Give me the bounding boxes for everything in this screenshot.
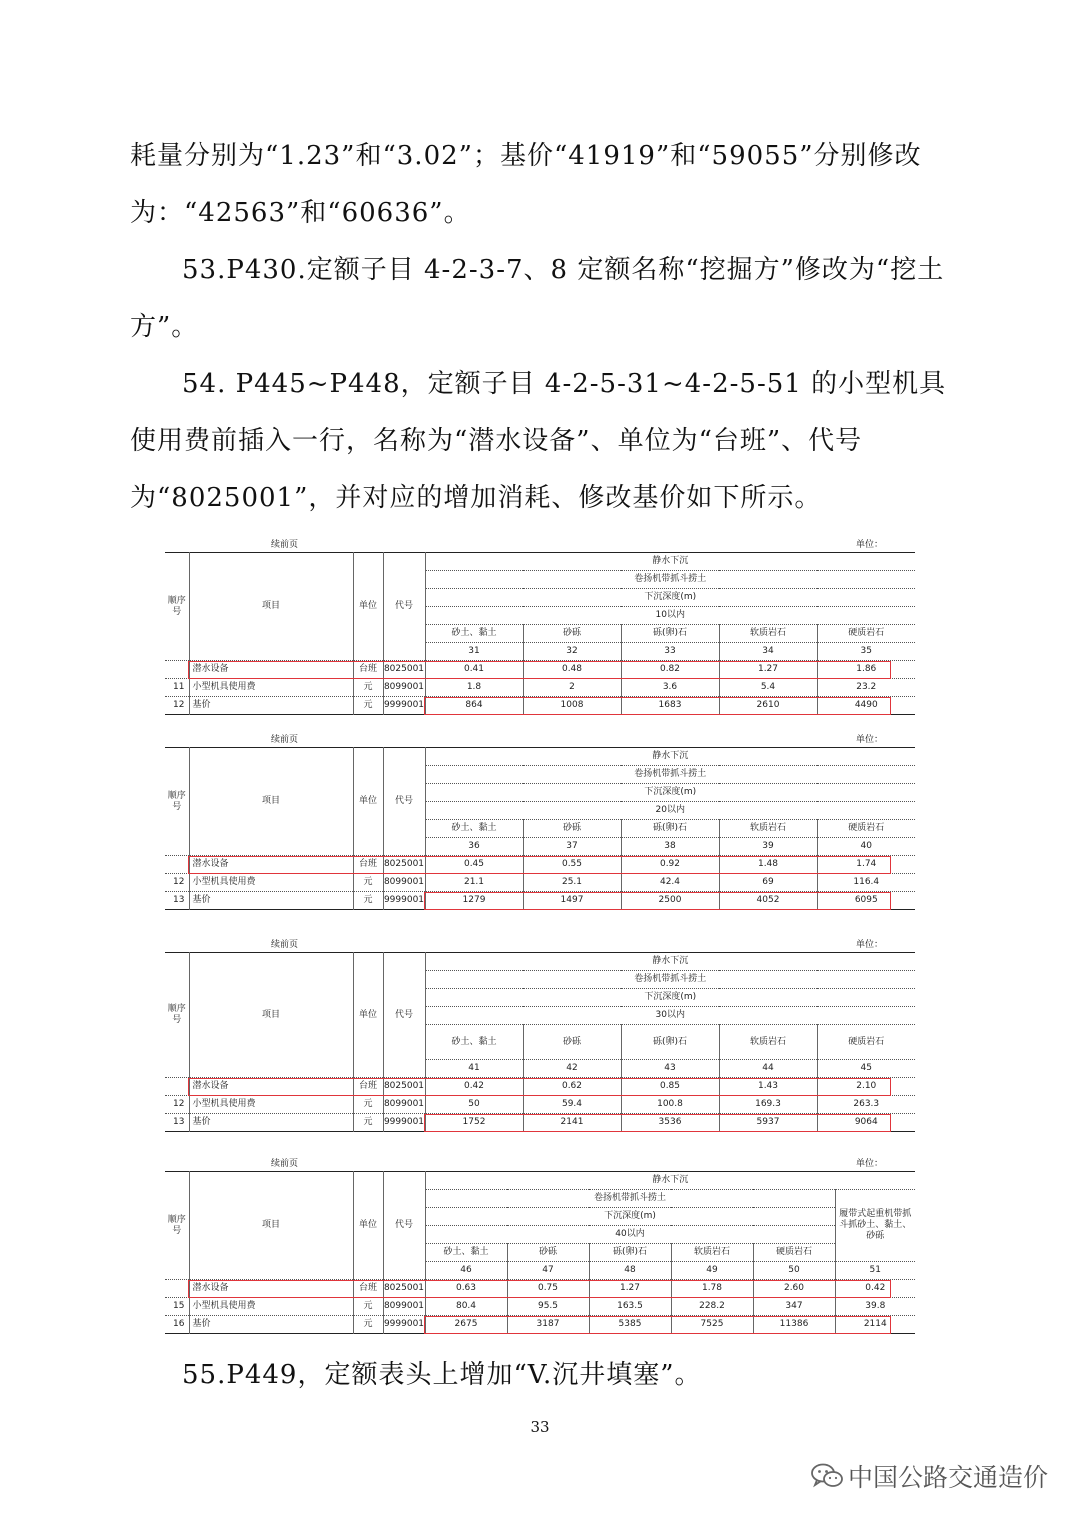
row-code: 9999001	[383, 697, 425, 715]
column-number: 35	[817, 643, 915, 661]
row-value: 59.4	[523, 1096, 621, 1114]
paragraph-54: 54. P445~P448，定额子目 4-2-5-31~4-2-5-51 的小型机具使用费前插入一行，名称为“潜水设备”、单位为“台班”、代号为“8025001”，并对应的增加消耗、修改基价如下所示。	[130, 369, 947, 513]
column-number: 48	[589, 1262, 671, 1280]
soil-type-header: 软质岩石	[719, 625, 817, 643]
quota-table-1	[165, 536, 915, 715]
column-number: 42	[523, 1060, 621, 1078]
row-unit: 元	[353, 697, 383, 715]
row-unit: 台班	[353, 1280, 383, 1298]
watermark-text: 中国公路交通造价	[847, 1463, 1048, 1492]
row-value: 0.55	[523, 856, 621, 874]
row-seq: 12	[165, 697, 189, 715]
column-number: 43	[621, 1060, 719, 1078]
row-value: 228.2	[671, 1298, 753, 1316]
row-seq: 15	[165, 1298, 189, 1316]
row-value: 2114	[835, 1316, 915, 1334]
column-number: 51	[835, 1262, 915, 1280]
row-value: 864	[425, 697, 523, 715]
row-value: 25.1	[523, 874, 621, 892]
row-value: 1.43	[719, 1078, 817, 1096]
table-row	[165, 697, 915, 715]
table-row	[165, 1096, 915, 1114]
row-value: 1.48	[719, 856, 817, 874]
sub-header: 卷扬机带抓斗捞土	[425, 971, 915, 989]
row-name: 潜水设备	[189, 856, 353, 874]
depth-range: 10以内	[425, 607, 915, 625]
row-value: 1.78	[671, 1280, 753, 1298]
continued-label: 续前页	[271, 540, 299, 550]
column-number: 50	[753, 1262, 835, 1280]
row-value: 163.5	[589, 1298, 671, 1316]
table-row	[165, 1316, 915, 1334]
row-code: 8099001	[383, 679, 425, 697]
continued-label: 续前页	[271, 940, 299, 950]
row-name: 基价	[189, 1114, 353, 1132]
soil-type-header: 砾(卵)石	[621, 820, 719, 838]
row-name: 潜水设备	[189, 1280, 353, 1298]
table-row	[165, 679, 915, 697]
soil-type-header: 硬质岩石	[817, 625, 915, 643]
row-value: 1497	[523, 892, 621, 910]
row-seq: 12	[165, 874, 189, 892]
row-value: 7525	[671, 1316, 753, 1334]
soil-type-header: 砾(卵)石	[621, 1025, 719, 1060]
row-value: 2141	[523, 1114, 621, 1132]
unit-header: 单位	[353, 953, 383, 1078]
code-header: 代号	[383, 553, 425, 661]
column-number: 47	[507, 1262, 589, 1280]
row-name: 基价	[189, 1316, 353, 1334]
column-number: 46	[425, 1262, 507, 1280]
code-header: 代号	[383, 748, 425, 856]
table-row	[165, 1078, 915, 1096]
row-value: 11386	[753, 1316, 835, 1334]
row-value: 4052	[719, 892, 817, 910]
row-code: 9999001	[383, 1316, 425, 1334]
column-number: 41	[425, 1060, 523, 1078]
row-value: 1.8	[425, 679, 523, 697]
row-code: 8099001	[383, 874, 425, 892]
row-seq	[165, 1078, 189, 1096]
row-unit: 元	[353, 1298, 383, 1316]
sub-header: 卷扬机带抓斗捞土	[425, 1190, 835, 1208]
seq-header: 顺序号	[165, 1172, 189, 1280]
row-unit: 台班	[353, 1078, 383, 1096]
soil-type-header: 硬质岩石	[817, 820, 915, 838]
column-number: 39	[719, 838, 817, 856]
depth-header: 下沉深度(m)	[425, 1208, 835, 1226]
row-unit: 元	[353, 874, 383, 892]
row-code: 8025001	[383, 1280, 425, 1298]
column-number: 36	[425, 838, 523, 856]
row-value: 6095	[817, 892, 915, 910]
row-unit: 台班	[353, 661, 383, 679]
row-value: 5385	[589, 1316, 671, 1334]
main-header: 静水下沉	[425, 553, 915, 571]
row-value: 39.8	[835, 1298, 915, 1316]
row-code: 8025001	[383, 856, 425, 874]
soil-type-header: 砂土、黏土	[425, 1025, 523, 1060]
row-seq: 12	[165, 1096, 189, 1114]
row-seq: 13	[165, 1114, 189, 1132]
column-number: 45	[817, 1060, 915, 1078]
row-value: 69	[719, 874, 817, 892]
item-header: 项目	[189, 553, 353, 661]
soil-type-header: 硬质岩石	[753, 1244, 835, 1262]
item-header: 项目	[189, 953, 353, 1078]
soil-type-header: 砂砾	[523, 820, 621, 838]
row-value: 1.86	[817, 661, 915, 679]
row-value: 9064	[817, 1114, 915, 1132]
row-value: 0.75	[507, 1280, 589, 1298]
column-number: 38	[621, 838, 719, 856]
row-value: 263.3	[817, 1096, 915, 1114]
row-value: 80.4	[425, 1298, 507, 1316]
row-unit: 元	[353, 1114, 383, 1132]
row-value: 5937	[719, 1114, 817, 1132]
depth-header: 下沉深度(m)	[425, 589, 915, 607]
unit-label: 单位：	[855, 1159, 883, 1169]
row-name: 潜水设备	[189, 1078, 353, 1096]
wechat-icon	[810, 1462, 844, 1490]
depth-range: 40以内	[425, 1226, 835, 1244]
row-value: 0.48	[523, 661, 621, 679]
row-value: 1008	[523, 697, 621, 715]
quota-grid	[165, 552, 915, 715]
column-number: 49	[671, 1262, 753, 1280]
soil-type-header: 软质岩石	[719, 820, 817, 838]
paragraph-52-tail: 耗量分别为“1.23”和“3.02”；基价“41919”和“59055”分别修改为：“42563”和“60636”。	[130, 141, 922, 228]
page-number: 33	[530, 1418, 550, 1436]
row-value: 1683	[621, 697, 719, 715]
row-seq: 11	[165, 679, 189, 697]
row-value: 2675	[425, 1316, 507, 1334]
row-code: 8099001	[383, 1298, 425, 1316]
crane-header: 履带式起重机带抓斗抓砂土、黏土、砂砾	[835, 1190, 915, 1262]
row-seq: 13	[165, 892, 189, 910]
quota-grid	[165, 747, 915, 910]
row-value: 21.1	[425, 874, 523, 892]
row-name: 小型机具使用费	[189, 1096, 353, 1114]
soil-type-header: 砾(卵)石	[589, 1244, 671, 1262]
unit-header: 单位	[353, 1172, 383, 1280]
item-header: 项目	[189, 1172, 353, 1280]
row-value: 0.42	[425, 1078, 523, 1096]
table-row	[165, 892, 915, 910]
row-value: 116.4	[817, 874, 915, 892]
row-unit: 元	[353, 892, 383, 910]
column-number: 31	[425, 643, 523, 661]
row-value: 0.82	[621, 661, 719, 679]
unit-label: 单位：	[855, 735, 883, 745]
row-value: 23.2	[817, 679, 915, 697]
row-value: 0.92	[621, 856, 719, 874]
row-value: 2.10	[817, 1078, 915, 1096]
row-name: 小型机具使用费	[189, 874, 353, 892]
row-value: 95.5	[507, 1298, 589, 1316]
soil-type-header: 砂砾	[507, 1244, 589, 1262]
row-value: 50	[425, 1096, 523, 1114]
seq-header: 顺序号	[165, 953, 189, 1078]
quota-table-3	[165, 936, 915, 1132]
quota-grid	[165, 1171, 915, 1334]
row-value: 5.4	[719, 679, 817, 697]
watermark	[810, 1458, 1048, 1494]
row-code: 8099001	[383, 1096, 425, 1114]
column-number: 40	[817, 838, 915, 856]
soil-type-header: 砾(卵)石	[621, 625, 719, 643]
main-header: 静水下沉	[425, 748, 915, 766]
unit-header: 单位	[353, 748, 383, 856]
column-number: 32	[523, 643, 621, 661]
row-value: 169.3	[719, 1096, 817, 1114]
table-row	[165, 1280, 915, 1298]
soil-type-header: 砂土、黏土	[425, 820, 523, 838]
row-value: 1752	[425, 1114, 523, 1132]
continued-label: 续前页	[271, 735, 299, 745]
row-unit: 元	[353, 1096, 383, 1114]
column-number: 33	[621, 643, 719, 661]
row-seq	[165, 1280, 189, 1298]
soil-type-header: 软质岩石	[671, 1244, 753, 1262]
main-header: 静水下沉	[425, 1172, 915, 1190]
row-code: 8025001	[383, 661, 425, 679]
row-value: 0.85	[621, 1078, 719, 1096]
row-name: 基价	[189, 697, 353, 715]
row-unit: 元	[353, 1316, 383, 1334]
row-value: 3.6	[621, 679, 719, 697]
row-code: 8025001	[383, 1078, 425, 1096]
soil-type-header: 砂土、黏土	[425, 625, 523, 643]
seq-header: 顺序号	[165, 553, 189, 661]
row-seq	[165, 661, 189, 679]
quota-table-4	[165, 1155, 915, 1334]
row-value: 0.42	[835, 1280, 915, 1298]
row-value: 0.41	[425, 661, 523, 679]
row-name: 基价	[189, 892, 353, 910]
depth-range: 30以内	[425, 1007, 915, 1025]
row-seq: 16	[165, 1316, 189, 1334]
row-unit: 元	[353, 679, 383, 697]
item-header: 项目	[189, 748, 353, 856]
sub-header: 卷扬机带抓斗捞土	[425, 571, 915, 589]
depth-header: 下沉深度(m)	[425, 784, 915, 802]
row-value: 2	[523, 679, 621, 697]
paragraph-53: 53.P430.定额子目 4-2-3-7、8 定额名称“挖掘方”修改为“挖土方”。	[130, 255, 945, 342]
row-unit: 台班	[353, 856, 383, 874]
table-row	[165, 661, 915, 679]
soil-type-header: 砂砾	[523, 625, 621, 643]
row-value: 0.63	[425, 1280, 507, 1298]
row-value: 2610	[719, 697, 817, 715]
row-name: 潜水设备	[189, 661, 353, 679]
row-value: 1.74	[817, 856, 915, 874]
row-value: 0.45	[425, 856, 523, 874]
table-row	[165, 1114, 915, 1132]
row-value: 1.27	[719, 661, 817, 679]
row-code: 9999001	[383, 1114, 425, 1132]
depth-header: 下沉深度(m)	[425, 989, 915, 1007]
row-value: 2500	[621, 892, 719, 910]
row-value: 347	[753, 1298, 835, 1316]
table-row	[165, 856, 915, 874]
soil-type-header: 硬质岩石	[817, 1025, 915, 1060]
row-name: 小型机具使用费	[189, 679, 353, 697]
row-value: 1279	[425, 892, 523, 910]
quota-grid	[165, 952, 915, 1132]
unit-label: 单位：	[855, 940, 883, 950]
table-row	[165, 1298, 915, 1316]
quota-table-2	[165, 731, 915, 910]
code-header: 代号	[383, 1172, 425, 1280]
row-value: 1.27	[589, 1280, 671, 1298]
row-code: 9999001	[383, 892, 425, 910]
code-header: 代号	[383, 953, 425, 1078]
soil-type-header: 软质岩石	[719, 1025, 817, 1060]
soil-type-header: 砂土、黏土	[425, 1244, 507, 1262]
row-value: 4490	[817, 697, 915, 715]
continued-label: 续前页	[271, 1159, 299, 1169]
table-row	[165, 874, 915, 892]
seq-header: 顺序号	[165, 748, 189, 856]
unit-header: 单位	[353, 553, 383, 661]
row-value: 3536	[621, 1114, 719, 1132]
sub-header: 卷扬机带抓斗捞土	[425, 766, 915, 784]
row-value: 100.8	[621, 1096, 719, 1114]
paragraph-55: 55.P449，定额表头上增加“V.沉井填塞”。	[182, 1360, 702, 1390]
row-value: 42.4	[621, 874, 719, 892]
row-seq	[165, 856, 189, 874]
depth-range: 20以内	[425, 802, 915, 820]
soil-type-header: 砂砾	[523, 1025, 621, 1060]
column-number: 44	[719, 1060, 817, 1078]
row-value: 2.60	[753, 1280, 835, 1298]
main-header: 静水下沉	[425, 953, 915, 971]
unit-label: 单位：	[855, 540, 883, 550]
row-name: 小型机具使用费	[189, 1298, 353, 1316]
row-value: 3187	[507, 1316, 589, 1334]
column-number: 34	[719, 643, 817, 661]
row-value: 0.62	[523, 1078, 621, 1096]
column-number: 37	[523, 838, 621, 856]
